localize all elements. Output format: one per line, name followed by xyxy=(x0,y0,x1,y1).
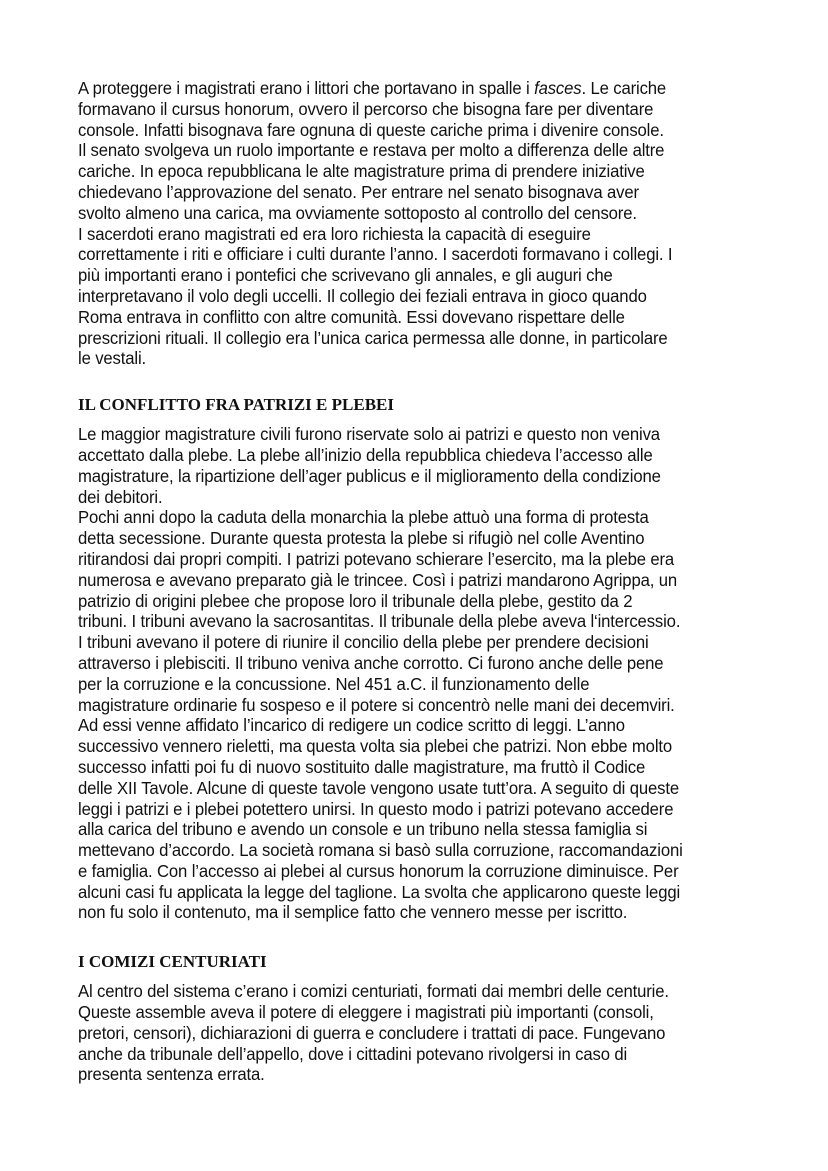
text-segment: A proteggere i magistrati erano i littori che portavano in spalle i xyxy=(78,78,535,98)
paragraph-line: successivo vennero rieletti, ma questa volta sia plebei che patrizi. Non ebbe molto xyxy=(78,736,673,757)
paragraph-line: Le maggior magistrature civili furono riservate solo ai patrizi e questo non veniva xyxy=(78,424,660,445)
paragraph-body xyxy=(78,424,758,923)
paragraph-line: più importanti erano i pontefici che scrivevano gli annales, e gli auguri che xyxy=(78,265,613,286)
document-page xyxy=(78,78,758,1085)
paragraph-body xyxy=(78,981,758,1085)
paragraph-line: alcuni casi fu applicata la legge del taglione. La svolta che applicarono queste leggi xyxy=(78,881,681,902)
paragraph-line: Il senato svolgeva un ruolo importante e restava per molto a differenza delle altre xyxy=(78,140,665,161)
paragraph-line: delle XII Tavole. Alcune di queste tavole vengono usate tutt’ora. A seguito di queste xyxy=(78,777,679,798)
paragraph-line: Pochi anni dopo la caduta della monarchia la plebe attuò una forma di protesta xyxy=(78,507,649,528)
paragraph-line: dei debitori. xyxy=(78,486,163,507)
paragraph-line: I sacerdoti erano magistrati ed era loro richiesta la capacità di eseguire xyxy=(78,223,591,244)
paragraph-line: cariche. In epoca repubblicana le alte magistrature prima di prendere iniziative xyxy=(78,161,645,182)
paragraph-line: per la corruzione e la concussione. Nel 451 a.C. il funzionamento delle xyxy=(78,673,590,694)
paragraph-line: I tribuni avevano il potere di riunire il concilio della plebe per prendere decisioni xyxy=(78,632,649,653)
paragraph-line: leggi i patrizi e i plebei potettero unirsi. In questo modo i patrizi potevano accedere xyxy=(78,798,674,819)
paragraph-line: le vestali. xyxy=(78,348,147,369)
section-magistrati xyxy=(78,78,758,369)
paragraph-line: interpretavano il volo degli uccelli. Il collegio dei feziali entrava in gioco quando xyxy=(78,285,647,306)
paragraph-line: detta secessione. Durante questa protesta la plebe si rifugiò nel colle Aventino xyxy=(78,528,645,549)
paragraph-line: non fu solo il contenuto, ma il semplice fatto che vennero messe per iscritto. xyxy=(78,902,628,923)
paragraph-line: numerosa e avevano preparato già le trincee. Così i patrizi mandarono Agrippa, un xyxy=(78,569,677,590)
paragraph-line: Roma entrava in conflitto con altre comunità. Essi dovevano rispettare delle xyxy=(78,306,625,327)
paragraph-line: presenta sentenza errata. xyxy=(78,1064,265,1085)
text-segment: . Le cariche xyxy=(581,78,667,98)
section-heading: IL CONFLITTO FRA PATRIZI E PLEBEI xyxy=(78,395,394,415)
paragraph-line: magistrature, la ripartizione dell’ager publicus e il miglioramento della condizione xyxy=(78,465,661,486)
paragraph-line xyxy=(78,78,731,99)
paragraph-line: console. Infatti bisognava fare ognuna di queste cariche prima i divenire console. xyxy=(78,119,664,140)
paragraph-line: prescrizioni rituali. Il collegio era l’unica carica permessa alle donne, in particolare xyxy=(78,327,668,348)
paragraph-line: magistrature ordinarie fu sospeso e il potere si concentrò nelle mani dei decemviri. xyxy=(78,694,675,715)
paragraph-line: formavano il cursus honorum, ovvero il percorso che bisogna fare per diventare xyxy=(78,98,654,119)
section-conflitto xyxy=(78,394,758,923)
paragraph-line: Al centro del sistema c’erano i comizi centuriati, formati dai membri delle centurie. xyxy=(78,981,669,1002)
paragraph-line: svolto almeno una carica, ma ovviamente sottoposto al controllo del censore. xyxy=(78,202,637,223)
paragraph-line: Ad essi venne affidato l’incarico di redigere un codice scritto di leggi. L’anno xyxy=(78,715,625,736)
paragraph-line: Queste assemble aveva il potere di eleggere i magistrati più importanti (consoli, xyxy=(78,1002,654,1023)
paragraph-line: pretori, censori), dichiarazioni di guerra e concludere i trattati di pace. Fungevano xyxy=(78,1022,666,1043)
paragraph-line: chiedevano l’approvazione del senato. Per entrare nel senato bisognava aver xyxy=(78,181,639,202)
paragraph-line: e famiglia. Con l’accesso ai plebei al cursus honorum la corruzione diminuisce. Per xyxy=(78,860,679,881)
paragraph-line: correttamente i riti e officiare i culti durante l’anno. I sacerdoti formavano i collegi. I xyxy=(78,244,673,265)
paragraph-line: accettato dalla plebe. La plebe all’inizio della repubblica chiedeva l’accesso alle xyxy=(78,444,653,465)
paragraph-line: tribuni. I tribuni avevano la sacrosantitas. Il tribunale della plebe aveva l‘intercessio. xyxy=(78,611,681,632)
paragraph-body xyxy=(78,99,758,369)
section-heading: I COMIZI CENTURIATI xyxy=(78,952,267,972)
paragraph-line: attraverso i plebisciti. Il tribuno veniva anche corrotto. Ci furono anche delle pene xyxy=(78,652,664,673)
paragraph-line: anche da tribunale dell’appello, dove i cittadini potevano rivolgersi in caso di xyxy=(78,1043,628,1064)
paragraph-line: alla carica del tribuno e avendo un console e un tribuno nella stessa famiglia si xyxy=(78,819,648,840)
paragraph-line: mettevano d’accordo. La società romana si basò sulla corruzione, raccomandazioni xyxy=(78,840,683,861)
paragraph-line: successo infatti poi fu di nuovo sostituito dalle magistrature, ma fruttò il Codice xyxy=(78,756,646,777)
italic-term: fasces xyxy=(534,78,582,98)
section-comizi xyxy=(78,951,758,1085)
paragraph-line: ritirandosi dai propri compiti. I patrizi potevano schierare l’esercito, ma la plebe era xyxy=(78,548,675,569)
paragraph-line: patrizio di origini plebee che propose loro il tribunale della plebe, gestito da 2 xyxy=(78,590,633,611)
